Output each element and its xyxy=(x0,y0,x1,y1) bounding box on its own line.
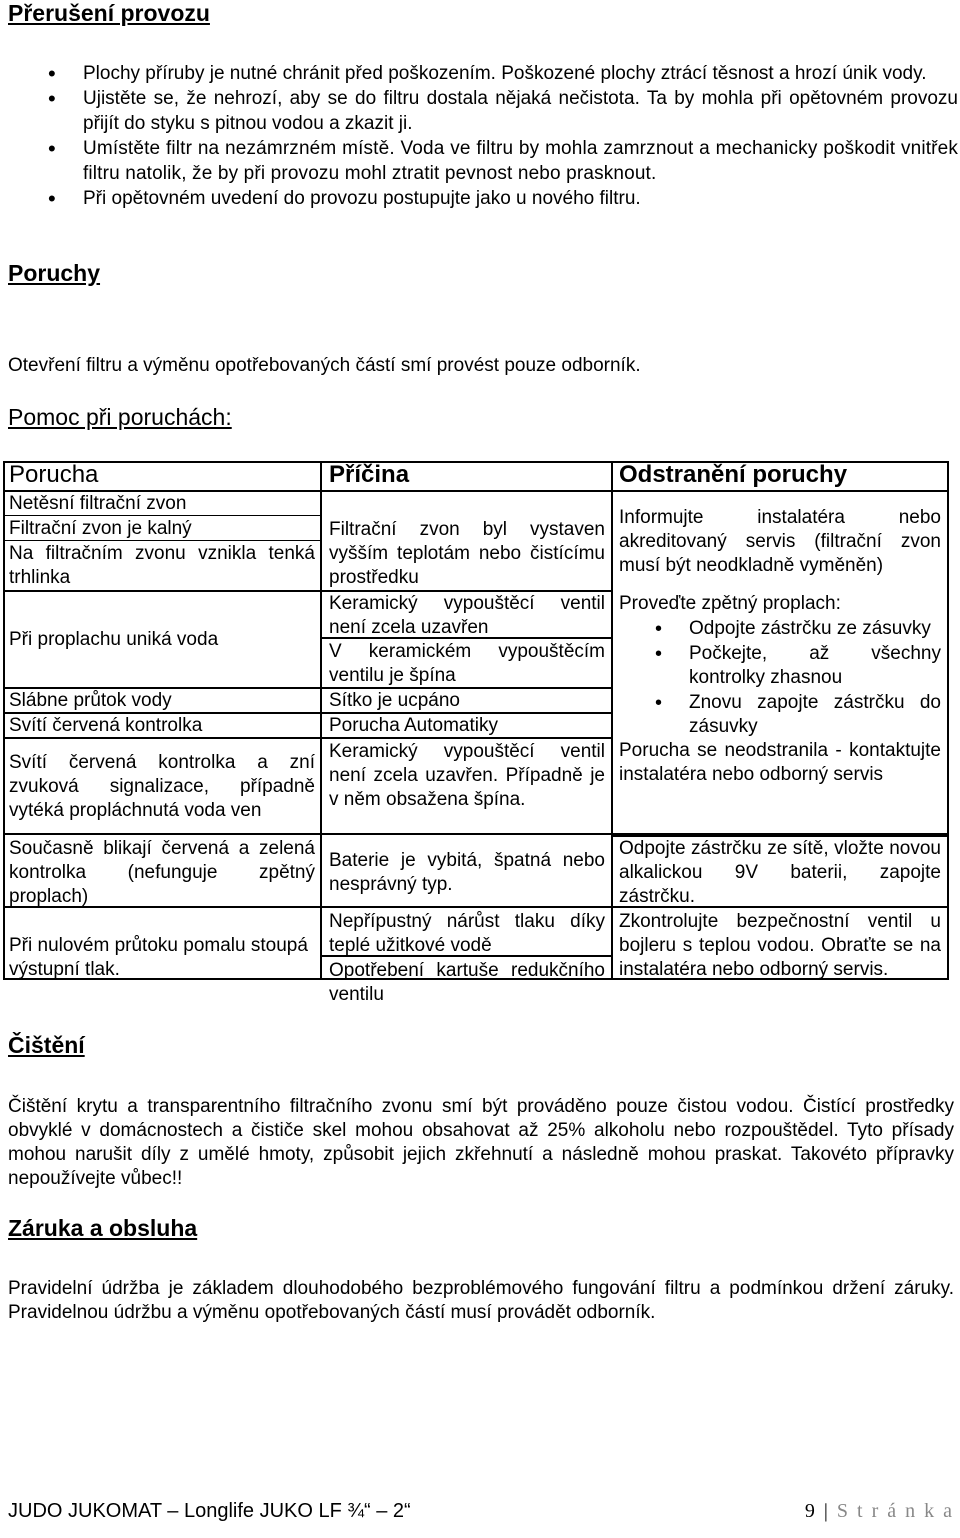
table-cell: Keramický vypouštěcí ventil není zcela uzavřen. Případně je v něm obsažena špína. xyxy=(329,741,605,810)
section-title-warranty: Záruka a obsluha xyxy=(8,1215,198,1241)
table-cell: Při nulovém průtoku pomalu stoupá výstupní tlak. xyxy=(9,935,308,980)
interruption-bullet-list xyxy=(8,61,958,211)
table-cell: Nepřípustný nárůst tlaku díky teplé užitkové vodě xyxy=(329,911,605,956)
footer-separator: | xyxy=(823,1500,830,1522)
help-title: Pomoc při poruchách: xyxy=(8,404,232,430)
footer-page xyxy=(805,1500,954,1523)
section-title-interruption: Přerušení provozu xyxy=(8,0,210,26)
section-title-faults: Poruchy xyxy=(8,260,101,286)
table-cell: Keramický vypouštěcí ventil není zcela uzavřen xyxy=(329,593,605,638)
cleaning-text: Čištění krytu a transparentního filtračního zvonu smí být prováděno pouze čistou vodou. Čistící prostředky obvyklé v domácnostech a čističe skel mohou obsahovat až 25% alkoholu nebo rozpouštědel. Tyto přísady mohou narušit díly z umělé hmoty, způsobit jejich zkřehnutí a následně mohou praskat. Takovéto přípravky nepoužívejte vůbec!! xyxy=(8,1096,954,1189)
list-item: • Plochy příruby je nutné chránit před poškozením. Poškozené plochy ztrácí těsnost a hrozí únik vody. xyxy=(8,61,958,86)
table-cell: Baterie je vybitá, špatná nebo nesprávný typ. xyxy=(329,850,605,895)
table-cell: Sítko je ucpáno xyxy=(329,690,460,711)
backflush-after: Porucha se neodstranila - kontaktujte instalatéra nebo odborný servis xyxy=(619,740,941,785)
page-footer xyxy=(8,1500,954,1523)
table-cell: Odpojte zástrčku ze sítě, vložte novou alkalickou 9V baterii, zapojte zástrčku. xyxy=(619,838,941,907)
list-item: • Odpojte zástrčku ze zásuvky xyxy=(619,617,941,641)
table-cell-backflush xyxy=(619,592,941,787)
list-item: • Ujistěte se, že nehrozí, aby se do filtru dostala nějaká nečistota. Ta by mohla při opětovném provozu přijít do styku s pitnou vodou a zkazit ji. xyxy=(8,86,958,136)
list-item: • Znovu zapojte zástrčku do zásuvky xyxy=(619,691,941,739)
table-cell: Při proplachu uniká voda xyxy=(9,629,219,650)
table-header-fault: Porucha xyxy=(9,461,99,488)
list-item: • Při opětovném uvedení do provozu postupujte jako u nového filtru. xyxy=(8,186,958,211)
backflush-title: Proveďte zpětný proplach: xyxy=(619,593,841,614)
table-col-divider xyxy=(320,461,322,980)
table-cell: Filtrační zvon byl vystaven vyšším teplotám nebo čistícímu prostředku xyxy=(329,519,605,588)
table-cell: Porucha Automatiky xyxy=(329,715,498,736)
table-cell: Současně blikají červená a zelená kontrolka (nefunguje zpětný proplach) xyxy=(9,838,315,907)
list-item: • Počkejte, až všechny kontrolky zhasnou xyxy=(619,642,941,690)
table-cell: Filtrační zvon je kalný xyxy=(9,518,192,539)
table-cell: Svítí červená kontrolka xyxy=(9,715,203,736)
section-title-cleaning: Čištění xyxy=(8,1032,85,1058)
table-cell: Na filtračním zvonu vznikla tenká trhlinka xyxy=(9,543,315,588)
footer-page-word: S t r á n k a xyxy=(836,1500,954,1522)
table-header-cause: Příčina xyxy=(329,461,410,488)
table-cell: Netěsní filtrační zvon xyxy=(9,493,187,514)
table-cell: V keramickém vypouštěcím ventilu je špína xyxy=(329,641,605,686)
page-number: 9 xyxy=(804,1500,817,1522)
table-cell: Zkontrolujte bezpečnostní ventil u bojleru s teplou vodou. Obraťte se na instalatéra nebo odborný servis. xyxy=(619,911,941,980)
table-header-remedy: Odstranění poruchy xyxy=(619,461,848,488)
list-item: • Umístěte filtr na nezámrzném místě. Voda ve filtru by mohla zamrznout a mechanicky poškodit vnitřek filtru natolik, že by při provozu mohl ztratit pevnost nebo prasknout. xyxy=(8,136,958,186)
faults-note: Otevření filtru a výměnu opotřebovaných částí smí provést pouze odborník. xyxy=(8,355,641,376)
table-cell: Svítí červená kontrolka a zní zvuková signalizace, případně vytéká propláchnutá voda ven xyxy=(9,752,315,821)
table-cell: Opotřebení kartuše redukčního ventilu xyxy=(329,960,605,1005)
warranty-text: Pravidelní údržba je základem dlouhodobého bezproblémového fungování filtru a podmínkou držení záruky. Pravidelnou údržbu a výměnu opotřebovaných částí musí provádět odborník. xyxy=(8,1278,954,1323)
table-col-divider xyxy=(611,461,613,980)
table-cell: Slábne průtok vody xyxy=(9,690,172,711)
table-cell: Informujte instalatéra nebo akreditovaný servis (filtrační zvon musí být neodkladně vyměněn) xyxy=(619,507,941,576)
footer-product: JUDO JUKOMAT – Longlife JUKO LF ¾“ – 2“ xyxy=(8,1500,411,1522)
fault-table xyxy=(3,461,949,1005)
